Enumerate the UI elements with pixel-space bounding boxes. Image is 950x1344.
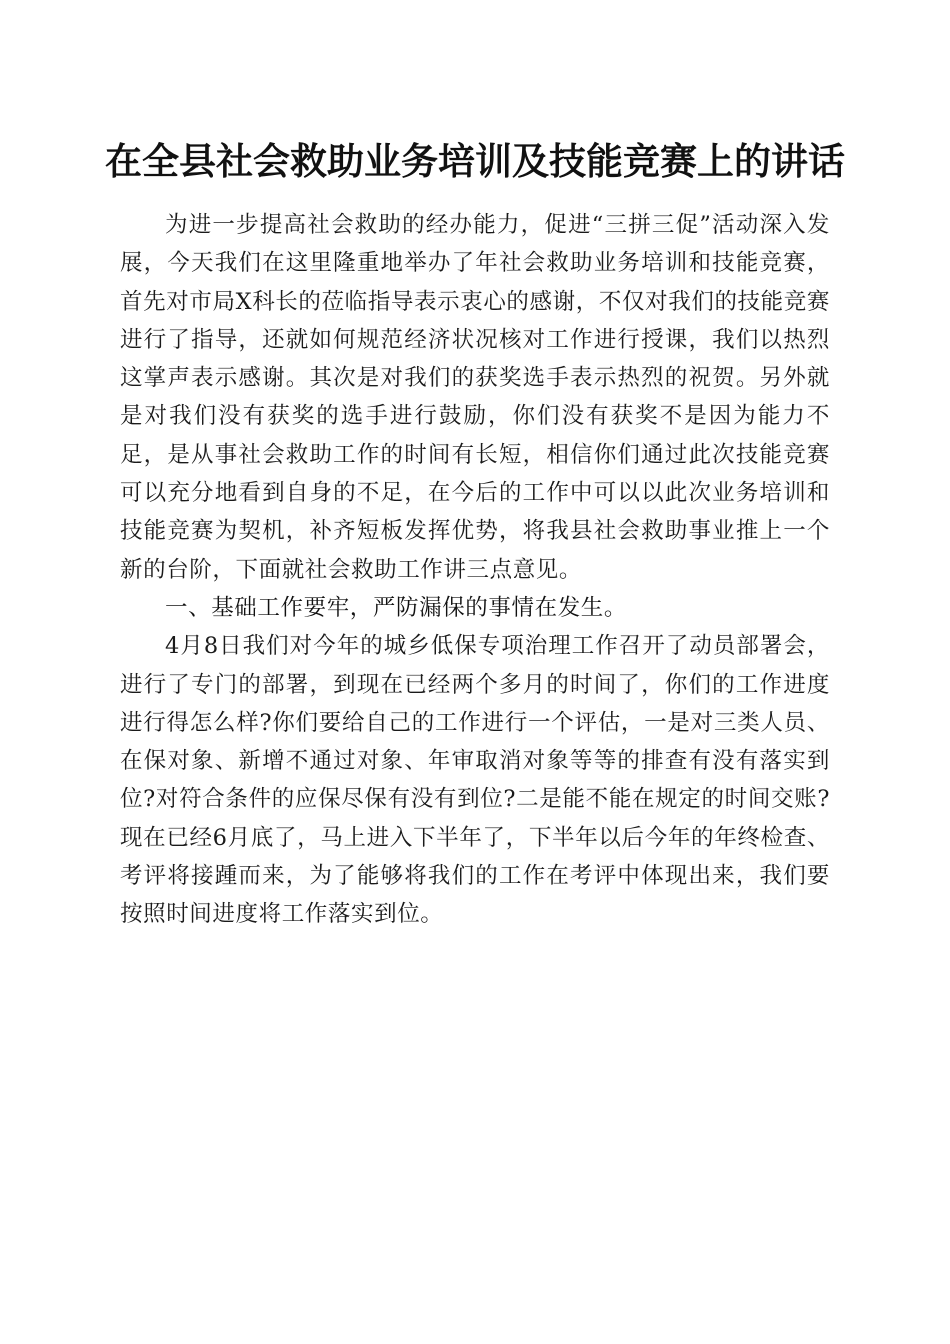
document-title: 在全县社会救助业务培训及技能竞赛上的讲话 — [105, 139, 845, 183]
document-body — [120, 206, 830, 934]
paragraph-section-1: 4月8日我们对今年的城乡低保专项治理工作召开了动员部署会，进行了专门的部署，到现在已经两个多月的时间了，你们的工作进度进行得怎么样?你们要给自己的工作进行一个评估，一是对三类人员、在保对象、新增不通过对象、年审取消对象等等的排查有没有落实到位?对符合条件的应保尽保有没有到位?二是能不能在规定的时间交账?现在已经6月底了，马上进入下半年了，下半年以后今年的年终检查、考评将接踵而来，为了能够将我们的工作在考评中体现出来，我们要按照时间进度将工作落实到位。 — [120, 633, 830, 928]
section-heading-1: 一、基础工作要牢，严防漏保的事情在发生。 — [165, 594, 628, 621]
paragraph-intro: 为进一步提高社会救助的经办能力，促进“三拼三促”活动深入发展，今天我们在这里隆重地举办了年社会救助业务培训和技能竞赛，首先对市局X科长的莅临指导表示衷心的感谢，不仅对我们的技能竞赛进行了指导，还就如何规范经济状况核对工作进行授课，我们以热烈这掌声表示感谢。其次是对我们的获奖选手表示热烈的祝贺。另外就是对我们没有获奖的选手进行鼓励，你们没有获奖不是因为能力不足，是从事社会救助工作的时间有长短，相信你们通过此次技能竞赛可以充分地看到自身的不足，在今后的工作中可以以此次业务培训和技能竞赛为契机，补齐短板发挥优势，将我县社会救助事业推上一个新的台阶，下面就社会救助工作讲三点意见。 — [120, 212, 830, 583]
